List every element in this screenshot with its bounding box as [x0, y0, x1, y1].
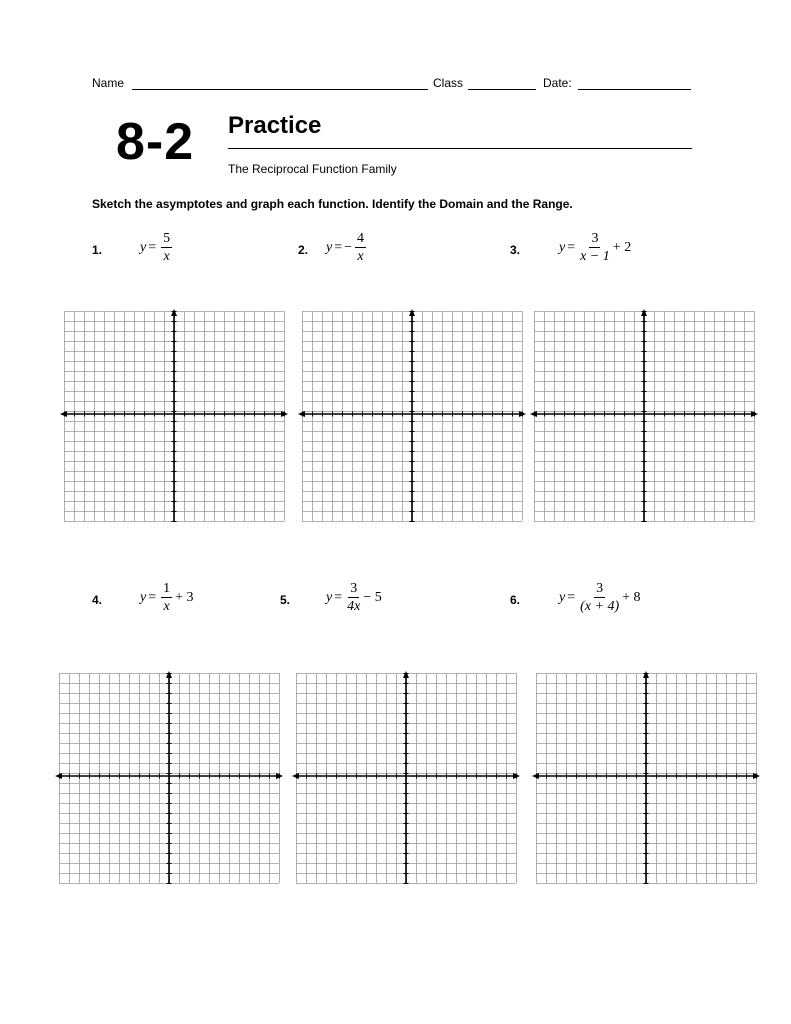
- eq-lhs: y: [140, 590, 147, 605]
- x-axis-arrow-left: [60, 411, 67, 417]
- eq-tail: + 3: [175, 590, 194, 605]
- eq-lhs: y: [326, 590, 333, 605]
- instructions: Sketch the asymptotes and graph each function. Identify the Domain and the Range.: [92, 197, 573, 211]
- eq-denominator: (x + 4): [580, 599, 620, 614]
- eq-denominator: x: [163, 249, 170, 264]
- y-axis-arrow-up: [641, 309, 647, 316]
- class-field[interactable]: [468, 89, 536, 90]
- eq-tail: + 8: [622, 590, 641, 605]
- eq-lhs: y: [140, 240, 147, 255]
- eq-fraction: [355, 232, 366, 264]
- eq-numerator: 3: [591, 231, 599, 246]
- eq-numerator: 5: [163, 231, 171, 246]
- graph-grid-2[interactable]: [298, 308, 526, 522]
- eq-fraction: [580, 232, 610, 264]
- problem-number: 3.: [510, 243, 521, 257]
- eq-equals: =: [567, 590, 576, 605]
- y-axis-arrow-up: [171, 309, 177, 316]
- y-axis-arrow-up: [166, 671, 172, 678]
- problem-equation: [140, 232, 175, 264]
- y-axis-arrow-up: [643, 671, 649, 678]
- eq-fraction: [161, 582, 172, 614]
- x-axis-arrow-left: [55, 773, 62, 779]
- graph-grid-6[interactable]: [532, 670, 760, 884]
- x-axis-arrow-left: [292, 773, 299, 779]
- eq-fraction: [347, 582, 360, 614]
- eq-denominator: x: [357, 249, 364, 264]
- name-field[interactable]: [132, 89, 428, 90]
- date-field[interactable]: [578, 89, 691, 90]
- x-axis-arrow-left: [298, 411, 305, 417]
- graph-grid-5[interactable]: [292, 670, 520, 884]
- problem-number: 2.: [298, 243, 309, 257]
- name-label: Name: [92, 76, 125, 90]
- problem-equation: [559, 232, 631, 264]
- graph-grid-4[interactable]: [55, 670, 283, 884]
- eq-numerator: 3: [350, 581, 358, 596]
- eq-lhs: y: [326, 240, 333, 255]
- eq-numerator: 3: [596, 581, 604, 596]
- eq-equals: =: [334, 240, 343, 255]
- eq-denominator: x − 1: [580, 249, 610, 264]
- lesson-number: 8-2: [116, 113, 195, 171]
- graph-grid-1[interactable]: [60, 308, 288, 522]
- problem-number: 5.: [280, 593, 291, 607]
- eq-equals: =: [148, 240, 157, 255]
- class-label: Class: [433, 76, 464, 90]
- y-axis-arrow-up: [409, 309, 415, 316]
- problem-number: 1.: [92, 243, 103, 257]
- lesson-title: Practice: [228, 112, 322, 139]
- eq-denominator: x: [163, 599, 170, 614]
- eq-lhs: y: [559, 590, 566, 605]
- eq-sign: −: [344, 240, 353, 255]
- date-label: Date:: [543, 76, 572, 90]
- eq-fraction: [161, 232, 172, 264]
- eq-tail: − 5: [363, 590, 382, 605]
- eq-fraction: [580, 582, 619, 614]
- eq-denominator: 4x: [347, 599, 361, 614]
- x-axis-arrow-left: [530, 411, 537, 417]
- eq-equals: =: [567, 240, 576, 255]
- x-axis-arrow-left: [532, 773, 539, 779]
- title-rule: [228, 148, 692, 149]
- eq-equals: =: [334, 590, 343, 605]
- eq-numerator: 1: [163, 581, 171, 596]
- eq-tail: + 2: [612, 240, 632, 255]
- graph-grid-3[interactable]: [530, 308, 758, 522]
- lesson-subtitle: The Reciprocal Function Family: [228, 162, 397, 176]
- eq-numerator: 4: [357, 231, 365, 246]
- eq-lhs: y: [559, 240, 566, 255]
- problem-equation: [140, 582, 194, 614]
- problem-number: 4.: [92, 593, 103, 607]
- y-axis-arrow-up: [403, 671, 409, 678]
- problem-number: 6.: [510, 593, 521, 607]
- problem-equation: [326, 582, 382, 614]
- problem-equation: [559, 582, 641, 614]
- problem-equation: [326, 232, 369, 264]
- eq-equals: =: [148, 590, 157, 605]
